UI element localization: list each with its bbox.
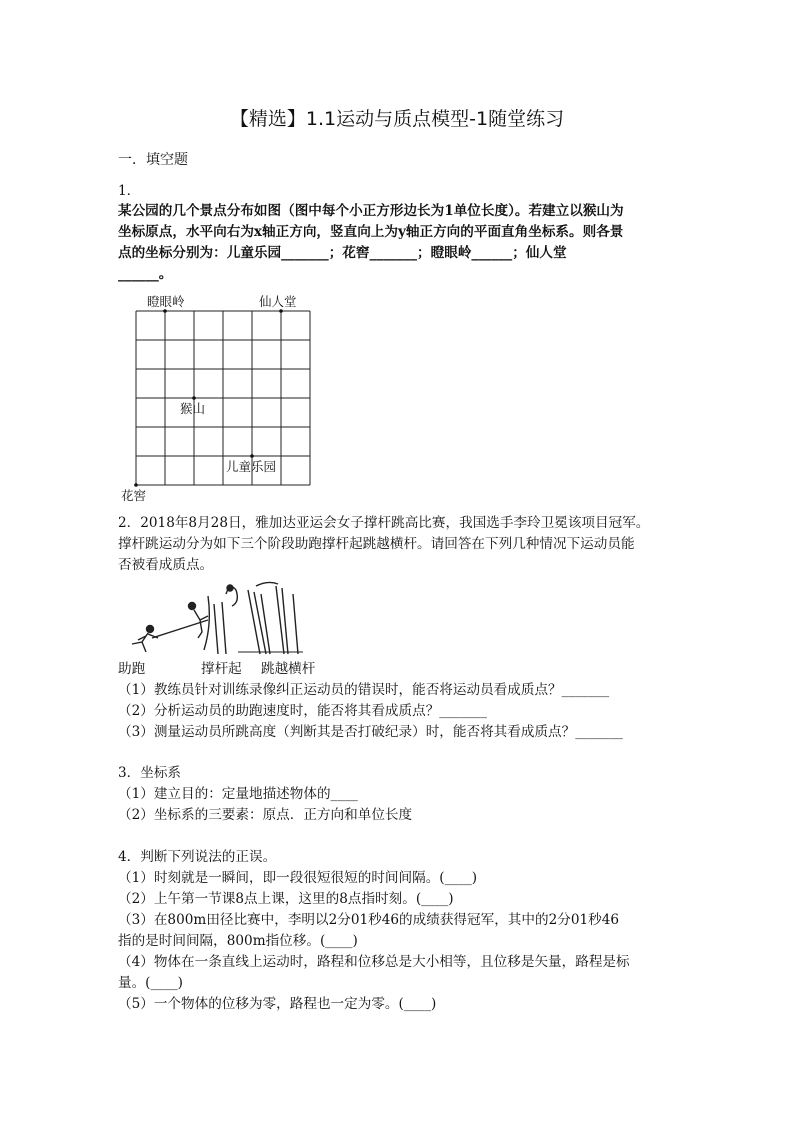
q1-line-3: 点的坐标分别为：儿童乐园_______；花窖_______；瞪眼岭______；仙人堂	[118, 245, 567, 261]
page-title: 【精选】1.1运动与质点模型-1随堂练习	[229, 108, 565, 130]
park-map-figure	[118, 290, 328, 510]
q3-item-2: （2）坐标系的三要素：原点．正方向和单位长度	[118, 807, 413, 823]
map-label-ertongleyuan: 儿童乐园	[226, 459, 277, 474]
q4-title: 4．判断下列说法的正误。	[118, 849, 277, 865]
q4-item-4-cont: 量。(____)	[118, 975, 183, 991]
q2-line-1: 2．2018年8月28日，雅加达亚运会女子撑杆跳高比赛，我国选手李玲卫冕该项目冠军。	[118, 515, 650, 531]
map-label-houshan: 猴山	[180, 401, 206, 416]
map-label-huajiao: 花窖	[121, 488, 147, 503]
q4-item-4: （4）物体在一条直线上运动时，路程和位移总是大小相等，且位移是矢量，路程是标	[118, 954, 630, 970]
high-jump-figure	[214, 582, 303, 654]
pole-vault-figure	[118, 576, 318, 660]
q2-item-2: （2）分析运动员的助跑速度时，能否将其看成质点？_______	[118, 703, 487, 719]
q2-item-1: （1）教练员针对训练录像纠正运动员的错误时，能否将运动员看成质点？_______	[118, 682, 610, 698]
figure-label-run: 助跑	[118, 661, 146, 677]
q3-item-1: （1）建立目的：定量地描述物体的____	[118, 786, 358, 802]
q3-title: 3．坐标系	[118, 765, 182, 781]
map-label-xianrentang: 仙人堂	[259, 294, 297, 309]
q1-line-4: ______。	[118, 266, 173, 282]
q2-line-2: 撑杆跳运动分为如下三个阶段助跑撑杆起跳越横杆。请回答在下列几种情况下运动员能	[118, 536, 635, 552]
figure-label-pole: 撑杆起	[201, 661, 242, 677]
q4-item-3: （3）在800m田径比赛中，李明以2分01秒46的成绩获得冠军，其中的2分01秒46	[118, 912, 620, 928]
q1-line-2: 坐标原点，水平向右为x轴正方向，竖直向上为y轴正方向的平面直角坐标系。则各景	[118, 224, 624, 240]
q4-item-5: （5）一个物体的位移为零，路程也一定为零。(____)	[118, 996, 437, 1012]
q2-item-3: （3）测量运动员所跳高度（判断其是否打破纪录）时，能否将其看成质点？_______	[118, 724, 623, 740]
q1-number: 1．	[118, 183, 141, 199]
section-heading: 一．填空题	[118, 152, 188, 168]
q4-item-3-cont: 指的是时间间隔，800m指位移。(____)	[118, 933, 358, 949]
q1-line-1: 某公园的几个景点分布如图（图中每个小正方形边长为1单位长度）。若建立以猴山为	[118, 203, 624, 219]
q4-item-1: （1）时刻就是一瞬间，即一段很短很短的时间间隔。(____)	[118, 870, 478, 886]
figure-label-jump: 跳越横杆	[261, 661, 316, 677]
map-grid	[136, 311, 310, 485]
runner-figure	[132, 620, 208, 652]
map-label-dengyanling: 瞪眼岭	[147, 294, 185, 309]
q4-item-2: （2）上午第一节课8点上课，这里的8点指时刻。(____)	[118, 891, 454, 907]
q2-line-3: 否被看成质点。	[118, 557, 214, 573]
